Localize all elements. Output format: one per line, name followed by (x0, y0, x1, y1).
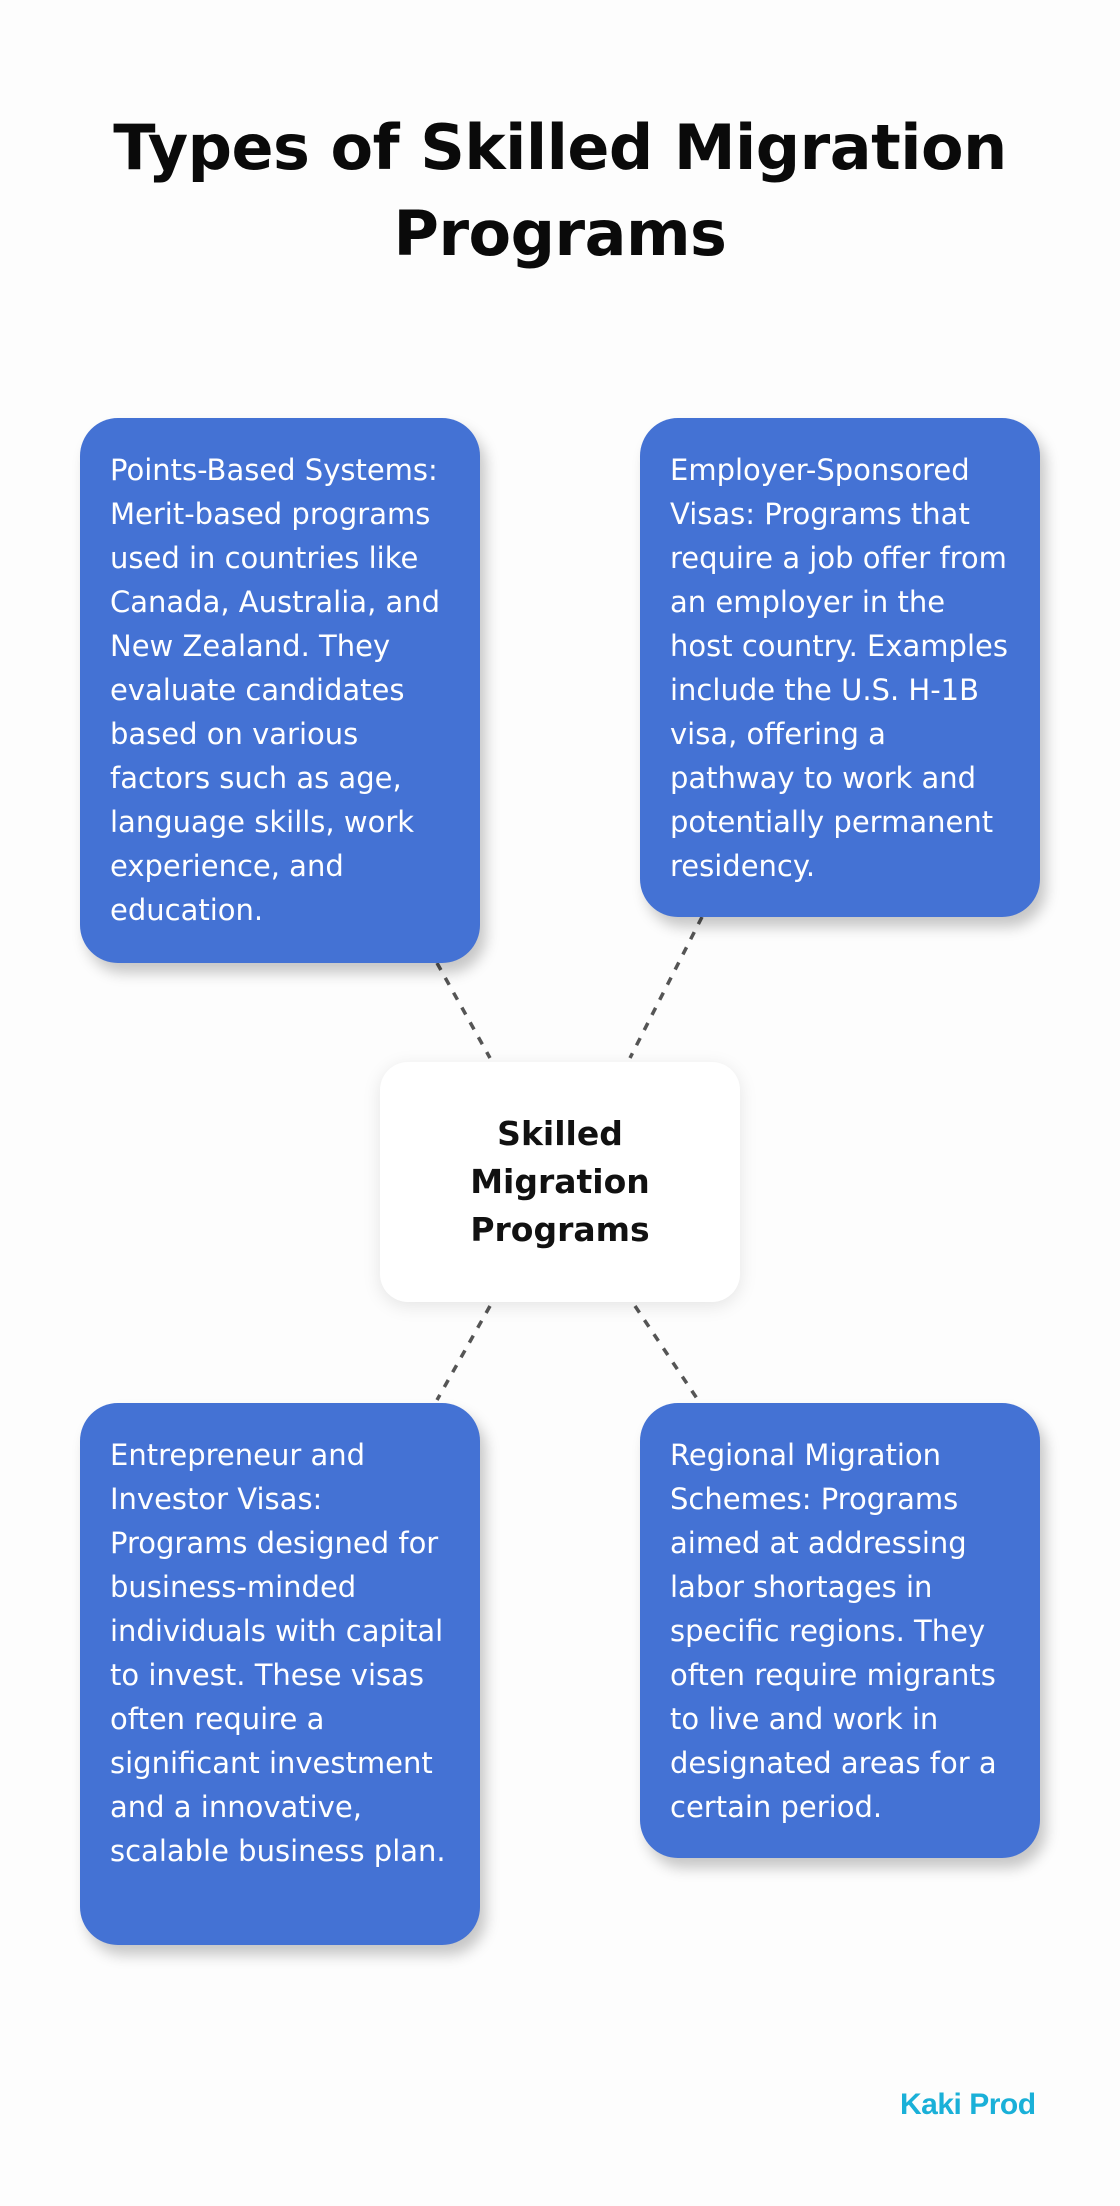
card-points-based-systems: Points-Based Systems: Merit-based programs used in countries like Canada, Australia, and New Zealand. They evaluate candidates based on various factors such as age, language skills, work experience, and education. (80, 418, 480, 963)
center-node (380, 1062, 740, 1302)
page-title: Types of Skilled Migration Programs (113, 111, 1007, 270)
card-regional-migration-schemes: Regional Migration Schemes: Programs aimed at addressing labor shortages in specific regions. They often require migrants to live and work in designated areas for a certain period. (640, 1403, 1040, 1858)
connector-top-left (437, 963, 490, 1058)
card-employer-sponsored-visas: Employer-Sponsored Visas: Programs that require a job offer from an employer in the host country. Examples include the U.S. H-1B visa, offering a pathway to work and potentially permanent residency. (640, 418, 1040, 917)
card-entrepreneur-investor-visas: Entrepreneur and Investor Visas: Programs designed for business-minded individuals with capital to invest. These visas often require a significant investment and a innovative, scalable business plan. (80, 1403, 480, 1945)
connector-bottom-left (437, 1306, 490, 1400)
center-label: Skilled Migration Programs (470, 1114, 650, 1249)
connector-bottom-right (635, 1306, 698, 1400)
connector-top-right (630, 917, 702, 1058)
brand-logo: Kaki Prod (900, 2088, 1036, 2121)
